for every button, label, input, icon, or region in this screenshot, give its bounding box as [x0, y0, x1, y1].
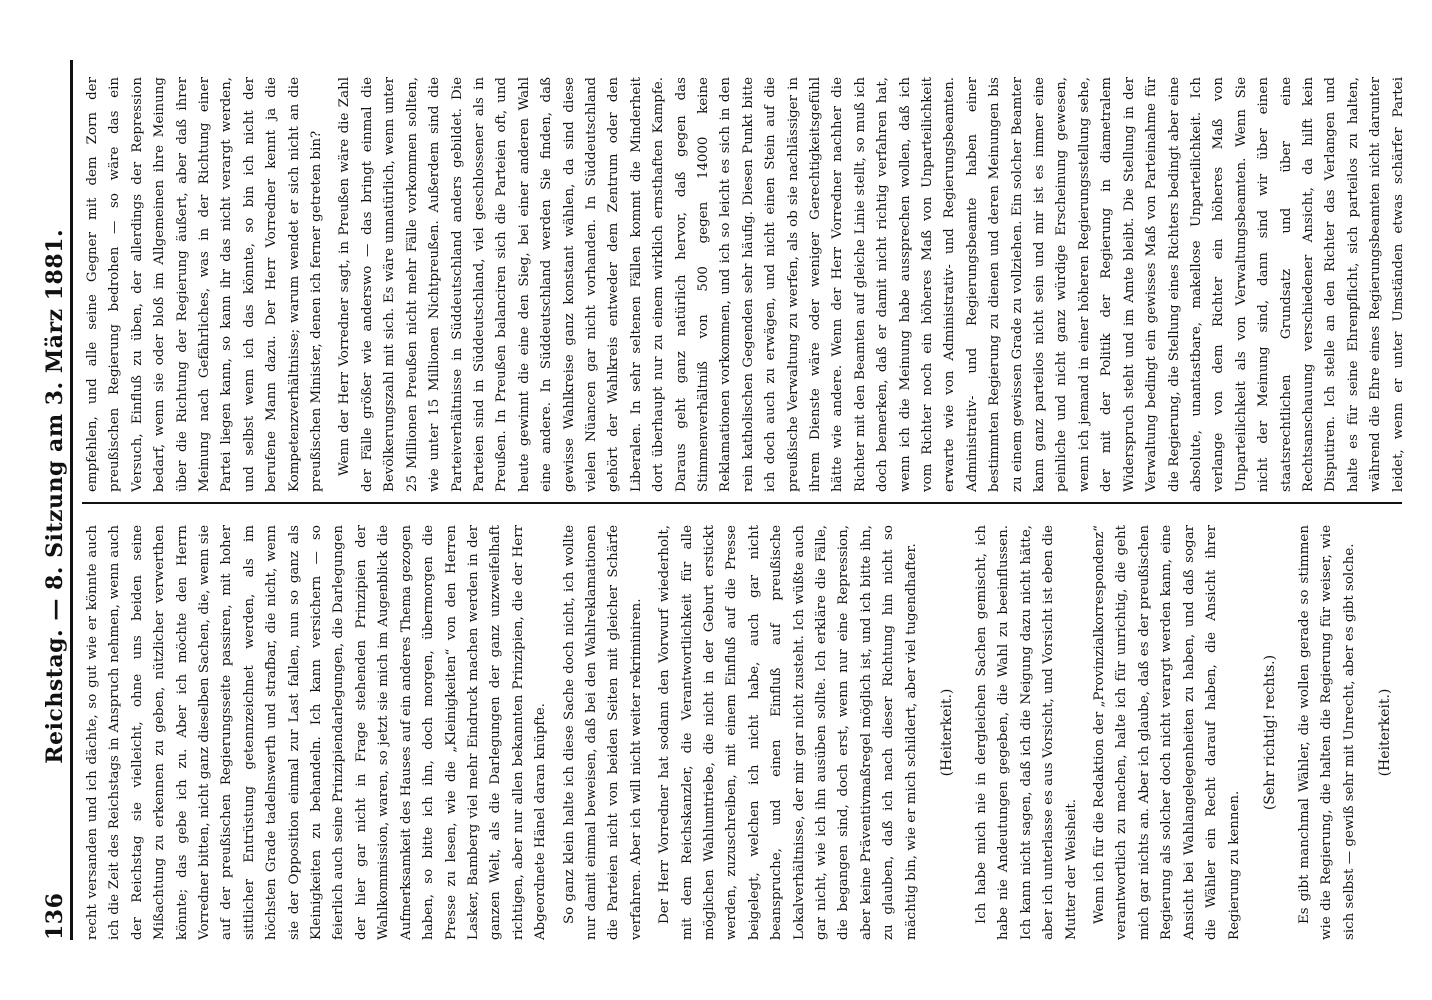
paragraph: Es gibt manchmal Wähler, die wollen gerade so stimmen wie die Regierung, die halten die Regierung für weiser, wie sich selbst — gewiß sehr mit Unrecht, aber es gibt solche.	[1296, 525, 1357, 940]
page-number: 136	[42, 892, 68, 940]
header-rule	[70, 60, 73, 940]
paragraph: Wenn ich für die Redaktion der „Provinzialkorrespondenz“ verantwortlich zu machen, halte ich für unrichtig, die geht mich gar nichts an. Aber ich glaube, daß es der preußischen Regierung als solcher doch nicht verargt werden kann, eine Ansicht bei Wahlangelegenheiten zu haben, und daß sogar die Wähler ein Recht darauf haben, die Ansicht ihrer Regierung zu kennen.	[1092, 525, 1242, 940]
page-header	[20, 60, 68, 940]
paragraph: So ganz klein halte ich diese Sache doch nicht, ich wollte nur damit einmal beweisen, daß bei den Wahlreklamationen die Parteien nicht von beiden Seiten mit gleicher Schärfe verfahren. Aber ich will nicht weiter rekriminiren.	[561, 525, 644, 940]
paragraph: empfehlen, und alle seine Gegner mit dem Zorn der preußischen Regierung bedrohen — so wäre das ein Versuch, Einfluß zu üben, der allerdings der Repression bedarf, wenn sie oder bloß im Allgemeinen ihre Meinung über die Richtung der Regierung äußert, aber daß ihrer Meinung nach Gefährliches, was in der Richtung einer Partei liegen kann, so kann ihr das nicht verargt werden, und selbst wenn ich das könnte, so bin ich nicht der berufene Mann dazu. Der Herr Vorredner kennt ja die Kompetenzverhältnisse; warum wendet er sich nicht an die preußischen Minister, denen ich ferner getreten bin?	[85, 77, 325, 492]
column-divider	[82, 502, 1402, 504]
digitization-credit	[1402, 0, 1432, 1000]
paragraph: Wenn der Herr Vorredner sagt, in Preußen wäre die Zahl der Fälle größer wie anderswo — das bringt einmal die Bevölkerungszahl mit sich. Es wäre unnatürlich, wenn unter 25 Millionen Preußen nicht mehr Fälle vorkommen sollten, wie unter 15 Millionen Nichtpreußen. Außerdem sind die Parteiverhältnisse in Süddeutschland anders gebildet. Die Parteien sind in Süddeutschland, viel geschlossener als in Preußen. In Preußen balanciren sich die Parteien oft, und heute gewinnt die eine den Sieg, bei einer anderen Wahl eine andere. In Süddeutschland werden Sie finden, daß gewisse Wahlkreise ganz konstant wählen, da sind diese vielen Nüancen gar nicht vorhanden. In Süddeutschland gehört der Wahlkreis entweder dem Zentrum oder den Liberalen. In sehr seltenen Fällen kommt die Minderheit dort überhaupt nur zu einem wirklich ernsthaften Kampfe. Daraus geht ganz natürlich hervor, daß gegen das Stimmenverhältniß von 500 gegen 14000 keine Reklamationen vorkommen, und ich so leicht es sich in den rein katholischen Gegenden sehr häufig. Diesen Punkt bitte ich doch auch zu erwägen, und nicht einen Stein auf die preußische Verwaltung zu werfen, als ob sie nachlässiger in ihrem Dienste wäre oder weniger Gerechtigkeitsgefühl hätte wie andere. Wenn der Herr Vorredner nachher die Richter mit den Beamten auf gleiche Linie stellt, so muß ich doch bemerken, daß er damit nicht richtig verfahren hat, wenn ich die Meinung habe aussprechen wollen, daß ich vom Richter noch ein höheres Maß von Unparteilichkeit erwarte wie von Administrativ- und Regierungsbeamten. Administrativ- und Regierungsbeamte haben einer bestimmten Regierung zu dienen und deren Meinungen bis zu einem gewissen Grade zu vollziehen. Ein solcher Beamter kann ganz parteilos nicht sein und mir ist es immer eine peinliche und nicht ganz würdige Erscheinung gewesen, wenn ich jemand in einer höheren Regierungsstellung sehe, der mit der Politik der Regierung in diametralem Widerspruch steht und im Amte bleibt. Die Stellung in der Verwaltung bedingt ein gewisses Maß von Parteinahme für die Regierung, die Stellung eines Richters bedingt aber eine absolute, unantastbare, makellose Unparteilichkeit. Ich verlange von dem Richter ein höheres Maß von Unparteilichkeit als von Verwaltungsbeamten. Wenn Sie nicht der Meinung sind, dann sind wir über einen staatsrechtlichen Grundsatz und über eine Rechtsanschauung verschiedener Ansicht, da hilft kein Disputiren. Ich stelle an den Richter das Verlangen und halte es für seine Ehrenpflicht, sich parteilos zu halten, während die Ehre eines Regierungsbeamten nicht darunter leidet, wenn er unter Umständen etwas schärfer Partei	[337, 77, 1406, 492]
remark: (Heiterkeit.)	[939, 688, 956, 777]
paragraph: Der Herr Vorredner hat sodann den Vorwurf wiederholt, mit dem Reichskanzler, die Verantwortlichkeit für alle möglichen Wahlumtriebe, die nicht in der Geburt erstickt werden, zuzuschreiben, mit einem Einfluß auf die Presse beigelegt, welchen ich nicht habe, auch gar nicht beanspruche, und einen Einfluß auf preußische Lokalverhältnisse, der mir gar nicht zusteht. Ich wüßte auch gar nicht, wie ich ihn ausüben sollte. Ich erkläre die Fälle, die begangen sind, doch erst, wenn nur eine Repression, aber keine Präventivmaßregel möglich ist, und ich bitte ihn, zu glauben, daß ich nach dieser Richtung hin nicht so mächtig bin, wie er mich schildert, aber viel tugendhafter.	[657, 525, 919, 940]
page-title: Reichstag. — 8. Sitzung am 3. März 1881.	[42, 228, 68, 764]
left-column	[82, 525, 1412, 940]
remark: (Heiterkeit.)	[1377, 688, 1394, 777]
right-column	[82, 77, 1412, 492]
paragraph: Ich habe mich nie in dergleichen Sachen gemischt, ich habe nie Andeutungen gegeben, die Wahl zu beeinflussen. Ich kann nicht sagen, daß ich die Neigung dazu nicht hätte, aber ich unterlasse es aus Vorsicht, und Vorsicht ist eben die Mutter der Weisheit.	[974, 525, 1079, 940]
remark: (Sehr richtig! rechts.)	[1261, 654, 1278, 811]
paragraph: recht versanden und ich dächte, so gut wie er könnte auch ich die Zeit des Reichstags in Anspruch nehmen, wenn auch der Reichstag sie vielleicht, ohne uns beiden seine Mißachtung zu erkennen zu geben, nützlicher verwerthen könnte; das gebe ich zu. Aber ich möchte den Herrn Vorredner bitten, nicht ganz dieselben Sachen, die, wenn sie auf der preußischen Regierungsseite passiren, mit hoher sittlicher Entrüstung getennzeichnet werden, als im höchsten Grade tadelnswerth und strafbar, die nicht, wenn sie der Opposition einmal zur Last fallen, nun so ganz als Kleinigkeiten zu behandeln. Ich kann versichern — so feierlich auch seine Prinzipiendarlegungen, die Darlegungen der hier gar nicht in Frage stehenden Prinzipien der Wahlkommission, waren, so jetzt sie mich im Augenblick die Aufmerksamkeit des Hauses auf ein anderes Thema gezogen haben, so bitte ich ihn, doch morgen, übermorgen die Presse zu lesen, wie die „Kleinigkeiten“ von den Herren Lasker, Bamberg viel mehr Eindruck machen werden in der ganzen Welt, als die Darlegungen der ganz unzweifelhaft richtigen, aber nur allen bekannten Prinzipien, die der Herr Abgeordnete Hänel daran knüpfte.	[85, 525, 549, 940]
